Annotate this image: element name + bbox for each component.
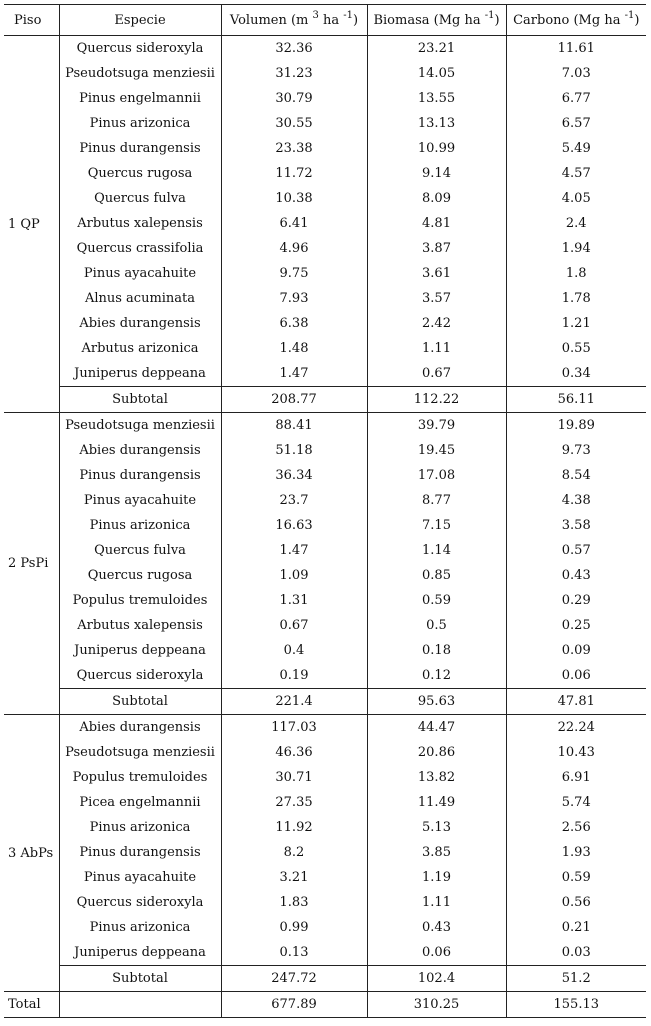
carbono-cell: 1.8: [506, 261, 646, 286]
biomasa-cell: 3.61: [367, 261, 506, 286]
table-row: [4, 86, 646, 111]
volumen-cell: 11.92: [221, 815, 367, 840]
volumen-cell: 88.41: [221, 413, 367, 439]
volumen-cell: 1.83: [221, 890, 367, 915]
volumen-cell: 117.03: [221, 715, 367, 741]
carbono-cell: 4.57: [506, 161, 646, 186]
subtotal-volumen: 221.4: [221, 689, 367, 715]
table-row: [4, 336, 646, 361]
subtotal-biomasa: 102.4: [367, 966, 506, 992]
subtotal-label: Subtotal: [59, 966, 221, 992]
species-cell: Populus tremuloides: [59, 765, 221, 790]
table-row: [4, 136, 646, 161]
table-row: [4, 286, 646, 311]
carbono-cell: 0.34: [506, 361, 646, 387]
species-cell: Quercus sideroxyla: [59, 890, 221, 915]
biomasa-cell: 5.13: [367, 815, 506, 840]
table-row: [4, 311, 646, 336]
volumen-cell: 9.75: [221, 261, 367, 286]
volumen-cell: 46.36: [221, 740, 367, 765]
table-row: [4, 663, 646, 689]
total-volumen: 677.89: [221, 992, 367, 1018]
table-row: [4, 161, 646, 186]
biomasa-cell: 1.11: [367, 336, 506, 361]
species-cell: Pinus arizonica: [59, 513, 221, 538]
species-cell: Pinus arizonica: [59, 111, 221, 136]
table-row: [4, 413, 646, 439]
volumen-cell: 16.63: [221, 513, 367, 538]
carbono-cell: 0.21: [506, 915, 646, 940]
species-cell: Pseudotsuga menziesii: [59, 61, 221, 86]
subtotal-carbono: 47.81: [506, 689, 646, 715]
species-cell: Pinus ayacahuite: [59, 261, 221, 286]
species-cell: Abies durangensis: [59, 311, 221, 336]
carbono-cell: 6.77: [506, 86, 646, 111]
table-row: [4, 815, 646, 840]
carbono-cell: 0.43: [506, 563, 646, 588]
biomasa-cell: 2.42: [367, 311, 506, 336]
table-row: [4, 915, 646, 940]
volumen-cell: 6.41: [221, 211, 367, 236]
carbono-cell: 11.61: [506, 36, 646, 62]
species-cell: Pseudotsuga menziesii: [59, 740, 221, 765]
biomasa-cell: 23.21: [367, 36, 506, 62]
carbono-cell: 2.4: [506, 211, 646, 236]
species-cell: Pinus ayacahuite: [59, 488, 221, 513]
subtotal-biomasa: 112.22: [367, 387, 506, 413]
carbono-cell: 7.03: [506, 61, 646, 86]
table-row: [4, 488, 646, 513]
biomasa-cell: 11.49: [367, 790, 506, 815]
species-cell: Arbutus xalepensis: [59, 211, 221, 236]
table-row: [4, 61, 646, 86]
biomasa-cell: 3.57: [367, 286, 506, 311]
carbono-cell: 5.74: [506, 790, 646, 815]
volumen-cell: 31.23: [221, 61, 367, 86]
volumen-cell: 27.35: [221, 790, 367, 815]
biomass-carbon-table: [4, 4, 646, 1018]
table-row: [4, 438, 646, 463]
biomasa-cell: 0.67: [367, 361, 506, 387]
table-row: [4, 463, 646, 488]
carbono-cell: 0.09: [506, 638, 646, 663]
carbono-cell: 19.89: [506, 413, 646, 439]
carbono-cell: 0.25: [506, 613, 646, 638]
volumen-cell: 3.21: [221, 865, 367, 890]
carbono-cell: 0.57: [506, 538, 646, 563]
biomasa-cell: 44.47: [367, 715, 506, 741]
table-row: [4, 211, 646, 236]
volumen-cell: 1.09: [221, 563, 367, 588]
carbono-cell: 9.73: [506, 438, 646, 463]
header-biomasa: Biomasa (Mg ha $^{-1}$): [367, 5, 506, 36]
species-cell: Abies durangensis: [59, 438, 221, 463]
table-row: [4, 36, 646, 62]
biomasa-cell: 13.55: [367, 86, 506, 111]
table-row: [4, 790, 646, 815]
header-carbono: Carbono (Mg ha $^{-1}$): [506, 5, 646, 36]
species-cell: Abies durangensis: [59, 715, 221, 741]
carbono-cell: 10.43: [506, 740, 646, 765]
carbono-cell: 3.58: [506, 513, 646, 538]
volumen-cell: 0.13: [221, 940, 367, 966]
carbono-cell: 0.06: [506, 663, 646, 689]
volumen-cell: 10.38: [221, 186, 367, 211]
biomasa-cell: 0.43: [367, 915, 506, 940]
biomasa-cell: 7.15: [367, 513, 506, 538]
carbono-cell: 2.56: [506, 815, 646, 840]
total-especie: [59, 992, 221, 1018]
volumen-cell: 1.47: [221, 361, 367, 387]
species-cell: Pinus ayacahuite: [59, 865, 221, 890]
subtotal-row: [4, 966, 646, 992]
volumen-cell: 0.4: [221, 638, 367, 663]
table-row: [4, 111, 646, 136]
volumen-cell: 51.18: [221, 438, 367, 463]
total-row: [4, 992, 646, 1018]
species-cell: Pinus arizonica: [59, 915, 221, 940]
carbono-cell: 6.91: [506, 765, 646, 790]
biomasa-cell: 20.86: [367, 740, 506, 765]
table-header-row: [4, 5, 646, 36]
volumen-cell: 23.38: [221, 136, 367, 161]
table-row: [4, 563, 646, 588]
volumen-cell: 0.19: [221, 663, 367, 689]
biomasa-cell: 17.08: [367, 463, 506, 488]
subtotal-carbono: 56.11: [506, 387, 646, 413]
biomasa-cell: 1.19: [367, 865, 506, 890]
table-body: [4, 36, 646, 1018]
volumen-cell: 1.47: [221, 538, 367, 563]
total-carbono: 155.13: [506, 992, 646, 1018]
biomasa-cell: 1.14: [367, 538, 506, 563]
volumen-cell: 30.55: [221, 111, 367, 136]
piso-cell: 1 QP: [8, 216, 40, 232]
carbono-cell: 0.56: [506, 890, 646, 915]
species-cell: Alnus acuminata: [59, 286, 221, 311]
species-cell: Juniperus deppeana: [59, 940, 221, 966]
volumen-cell: 0.67: [221, 613, 367, 638]
header-especie: Especie: [59, 5, 221, 36]
species-cell: Pseudotsuga menziesii: [59, 413, 221, 439]
biomasa-cell: 8.77: [367, 488, 506, 513]
subtotal-row: [4, 689, 646, 715]
species-cell: Pinus durangensis: [59, 463, 221, 488]
carbono-cell: 0.55: [506, 336, 646, 361]
species-cell: Juniperus deppeana: [59, 638, 221, 663]
table-row: [4, 538, 646, 563]
subtotal-volumen: 247.72: [221, 966, 367, 992]
biomasa-cell: 13.82: [367, 765, 506, 790]
carbono-cell: 6.57: [506, 111, 646, 136]
table-row: [4, 236, 646, 261]
table-row: [4, 186, 646, 211]
biomasa-cell: 14.05: [367, 61, 506, 86]
subtotal-label: Subtotal: [59, 387, 221, 413]
biomasa-cell: 0.85: [367, 563, 506, 588]
table-row: [4, 765, 646, 790]
carbono-cell: 8.54: [506, 463, 646, 488]
carbono-cell: 1.21: [506, 311, 646, 336]
table-row: [4, 740, 646, 765]
subtotal-row: [4, 387, 646, 413]
total-label: Total: [4, 992, 59, 1018]
carbono-cell: 1.93: [506, 840, 646, 865]
species-cell: Pinus engelmannii: [59, 86, 221, 111]
biomasa-cell: 9.14: [367, 161, 506, 186]
biomasa-cell: 0.5: [367, 613, 506, 638]
volumen-cell: 1.31: [221, 588, 367, 613]
biomasa-cell: 0.59: [367, 588, 506, 613]
biomasa-cell: 10.99: [367, 136, 506, 161]
carbono-cell: 0.29: [506, 588, 646, 613]
volumen-cell: 30.71: [221, 765, 367, 790]
volumen-cell: 11.72: [221, 161, 367, 186]
species-cell: Arbutus arizonica: [59, 336, 221, 361]
table-row: [4, 588, 646, 613]
table-row: [4, 361, 646, 387]
subtotal-label: Subtotal: [59, 689, 221, 715]
carbono-cell: 4.05: [506, 186, 646, 211]
biomasa-cell: 13.13: [367, 111, 506, 136]
carbono-cell: 0.03: [506, 940, 646, 966]
biomasa-cell: 4.81: [367, 211, 506, 236]
volumen-cell: 23.7: [221, 488, 367, 513]
subtotal-volumen: 208.77: [221, 387, 367, 413]
biomasa-cell: 1.11: [367, 890, 506, 915]
biomasa-cell: 0.06: [367, 940, 506, 966]
species-cell: Quercus rugosa: [59, 161, 221, 186]
table-row: [4, 865, 646, 890]
species-cell: Arbutus xalepensis: [59, 613, 221, 638]
header-volumen: Volumen (m $^3$ ha $^{-1}$): [221, 5, 367, 36]
volumen-cell: 32.36: [221, 36, 367, 62]
carbono-cell: 4.38: [506, 488, 646, 513]
piso-cell: 3 AbPs: [4, 715, 59, 992]
volumen-cell: 30.79: [221, 86, 367, 111]
volumen-cell: 7.93: [221, 286, 367, 311]
subtotal-carbono: 51.2: [506, 966, 646, 992]
table-row: [4, 940, 646, 966]
table-row: [4, 715, 646, 741]
volumen-cell: 36.34: [221, 463, 367, 488]
subtotal-biomasa: 95.63: [367, 689, 506, 715]
table-row: [4, 613, 646, 638]
biomasa-cell: 3.87: [367, 236, 506, 261]
piso-cell: 2 PsPi: [4, 413, 59, 715]
total-biomasa: 310.25: [367, 992, 506, 1018]
biomasa-cell: 39.79: [367, 413, 506, 439]
species-cell: Juniperus deppeana: [59, 361, 221, 387]
species-cell: Quercus crassifolia: [59, 236, 221, 261]
biomasa-cell: 19.45: [367, 438, 506, 463]
biomasa-cell: 0.12: [367, 663, 506, 689]
species-cell: Quercus sideroxyla: [59, 36, 221, 62]
carbono-cell: 0.59: [506, 865, 646, 890]
carbono-cell: 22.24: [506, 715, 646, 741]
species-cell: Quercus rugosa: [59, 563, 221, 588]
volumen-cell: 0.99: [221, 915, 367, 940]
header-piso: Piso: [4, 5, 59, 36]
volumen-cell: 1.48: [221, 336, 367, 361]
species-cell: Quercus sideroxyla: [59, 663, 221, 689]
table-row: [4, 890, 646, 915]
biomasa-cell: 0.18: [367, 638, 506, 663]
biomasa-cell: 3.85: [367, 840, 506, 865]
carbono-cell: 5.49: [506, 136, 646, 161]
species-cell: Pinus arizonica: [59, 815, 221, 840]
table-row: [4, 513, 646, 538]
carbono-cell: 1.78: [506, 286, 646, 311]
species-cell: Pinus durangensis: [59, 840, 221, 865]
species-cell: Quercus fulva: [59, 186, 221, 211]
species-cell: Pinus durangensis: [59, 136, 221, 161]
table-row: [4, 840, 646, 865]
species-cell: Populus tremuloides: [59, 588, 221, 613]
table-row: [4, 261, 646, 286]
table-row: [4, 638, 646, 663]
volumen-cell: 6.38: [221, 311, 367, 336]
species-cell: Picea engelmannii: [59, 790, 221, 815]
volumen-cell: 8.2: [221, 840, 367, 865]
biomasa-cell: 8.09: [367, 186, 506, 211]
species-cell: Quercus fulva: [59, 538, 221, 563]
carbono-cell: 1.94: [506, 236, 646, 261]
volumen-cell: 4.96: [221, 236, 367, 261]
